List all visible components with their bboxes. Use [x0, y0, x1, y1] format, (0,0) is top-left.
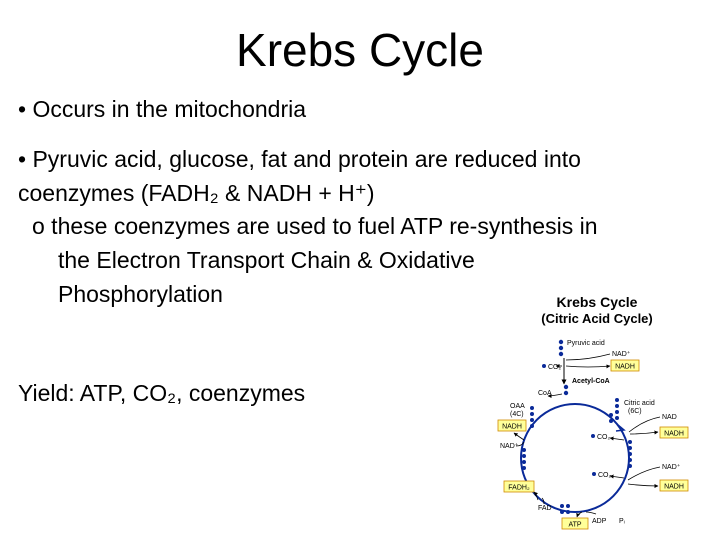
label-oaa-carbons: (4C) — [510, 411, 524, 418]
arrow-nadh-right-2 — [628, 484, 658, 486]
sub-bullet-line1: o these coenzymes are used to fuel ATP re-synthesis in — [32, 213, 598, 239]
sub-bullet-line2: the Electron Transport Chain & Oxidative — [58, 247, 475, 273]
krebs-cycle-diagram — [478, 290, 720, 540]
sub-bullet-line3: Phosphorylation — [58, 281, 223, 307]
bullet-coenzymes-line1: • Pyruvic acid, glucose, fat and protein are reduced into — [18, 146, 581, 172]
label-nadh-top: NADH — [615, 363, 635, 371]
diagram-title: Krebs Cycle — [556, 294, 638, 310]
label-atp: ATP — [568, 521, 582, 529]
label-nad-right-1: NAD — [662, 414, 677, 421]
arrow-nad-right-2 — [628, 467, 660, 480]
arrow-nadh-right-1 — [630, 432, 658, 434]
label-co2-low: CO₂ — [598, 472, 612, 479]
label-fadh2: FADH₂ — [508, 484, 530, 492]
arrow-co2-mid — [610, 438, 624, 440]
arrow-nad-right-1 — [629, 417, 660, 432]
label-citric-carbons: (6C) — [628, 408, 642, 415]
label-pi: Pᵢ — [619, 518, 625, 525]
label-pyruvic-acid: Pyruvic acid — [567, 340, 605, 347]
label-acetyl-coa: Acetyl-CoA — [572, 378, 610, 385]
arrow-nad-top — [566, 354, 610, 360]
label-citric-acid: Citric acid — [624, 400, 655, 407]
bullet-coenzymes-line2: coenzymes (FADH₂ & NADH + H⁺) — [18, 180, 375, 206]
label-nadh-left: NADH — [502, 423, 522, 431]
arrow-co2-low — [610, 476, 624, 478]
arrow-adp — [586, 512, 596, 514]
label-nad-top: NAD⁺ — [612, 351, 631, 358]
label-nad-right-2: NAD⁺ — [662, 464, 681, 471]
label-coa: CoA — [538, 390, 552, 397]
label-oaa: OAA — [510, 403, 525, 410]
dot-co2-mid — [591, 434, 595, 438]
label-adp: ADP — [592, 518, 607, 525]
label-nadh-right-1: NADH — [664, 430, 684, 438]
acetyl-carbon-dots — [564, 385, 568, 395]
label-fad: FAD — [538, 505, 552, 512]
pyruvic-carbon-dots — [559, 340, 563, 356]
diagram-subtitle: (Citric Acid Cycle) — [541, 311, 653, 326]
bullet-coenzymes — [18, 142, 698, 210]
label-nadh-right-2: NADH — [664, 483, 684, 491]
dot-co2-top — [542, 364, 546, 368]
arrow-nadh-top — [566, 366, 610, 367]
label-nad-left: NAD⁺ — [500, 443, 519, 450]
dot-co2-low — [592, 472, 596, 476]
slide-title: Krebs Cycle — [236, 24, 484, 76]
oaa-carbon-dots — [530, 406, 534, 428]
intermediate-dots-left — [522, 448, 526, 470]
label-co2-mid: CO₂ — [597, 434, 611, 441]
intermediate-dots-bottom — [560, 504, 570, 514]
label-co2-top: CO₂ — [548, 364, 562, 371]
bullet-mitochondria: • Occurs in the mitochondria — [18, 96, 307, 122]
yield-text: Yield: ATP, CO₂, coenzymes — [18, 380, 306, 406]
arrow-nadh-left — [514, 433, 524, 440]
